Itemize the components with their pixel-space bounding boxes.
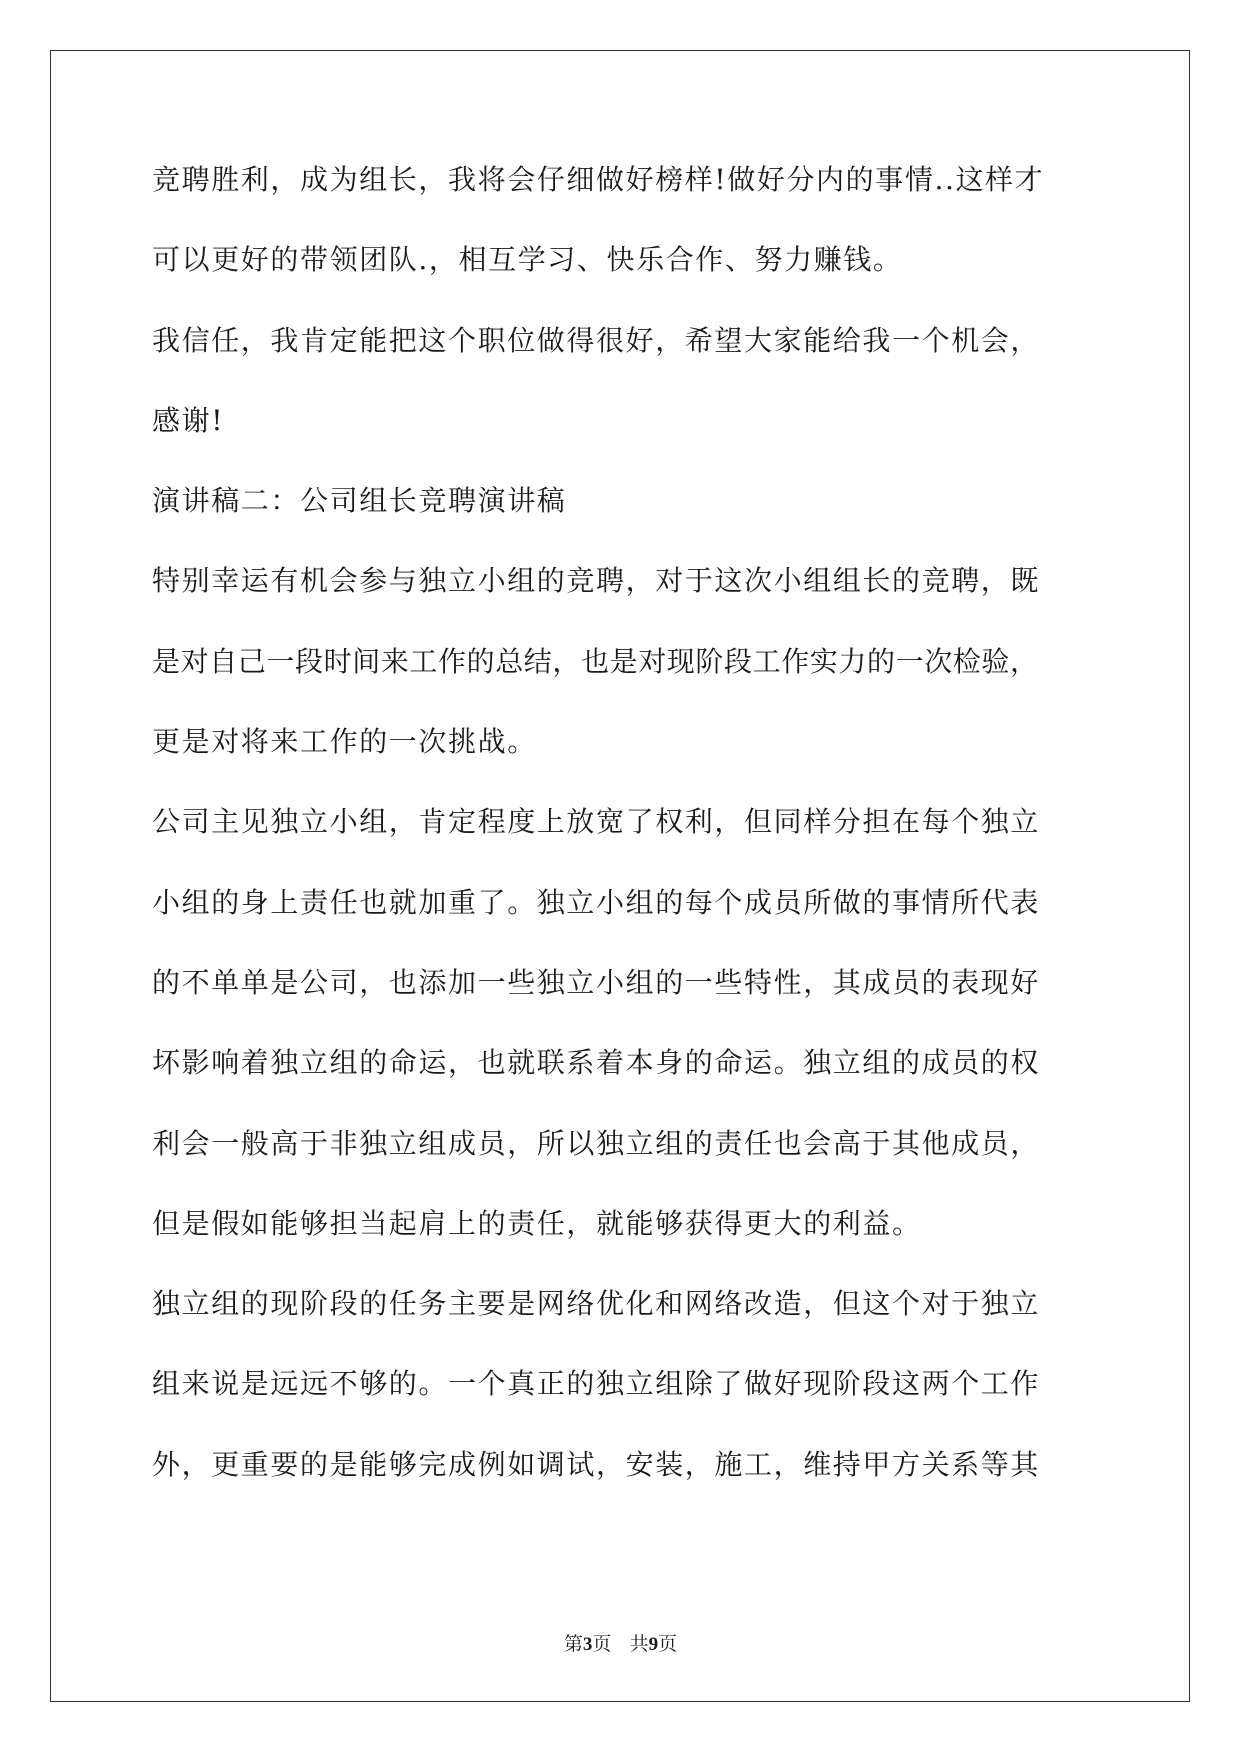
paragraph-line: 公司主见独立小组，肯定程度上放宽了权利，但同样分担在每个独立 <box>152 805 1041 839</box>
paragraph-line: 但是假如能够担当起肩上的责任，就能够获得更大的利益。 <box>152 1206 922 1240</box>
paragraph-line: 组来说是远远不够的。一个真正的独立组除了做好现阶段这两个工作 <box>152 1367 1041 1401</box>
paragraph-line: 小组的身上责任也就加重了。独立小组的每个成员所做的事情所代表 <box>152 885 1041 919</box>
paragraph-line: 我信任，我肯定能把这个职位做得很好，希望大家能给我一个机会， <box>152 323 1041 357</box>
page-label-suffix: 页 <box>592 1633 612 1655</box>
total-pages-number: 9 <box>648 1634 659 1655</box>
current-page-number: 3 <box>582 1634 593 1655</box>
paragraph-line: 感谢! <box>152 403 225 437</box>
paragraph-line: 是对自己一段时间来工作的总结，也是对现阶段工作实力的一次检验， <box>152 644 1039 678</box>
paragraph-line: 更是对将来工作的一次挑战。 <box>152 725 537 759</box>
paragraph-line: 坏影响着独立组的命运，也就联系着本身的命运。独立组的成员的权 <box>152 1046 1041 1080</box>
total-label-prefix: 共 <box>629 1633 649 1655</box>
paragraph-line: 独立组的现阶段的任务主要是网络优化和网络改造，但这个对于独立 <box>152 1287 1041 1321</box>
section-heading: 演讲稿二：公司组长竞聘演讲稿 <box>152 484 567 518</box>
page-footer <box>0 1632 1241 1657</box>
paragraph-line: 利会一般高于非独立组成员，所以独立组的责任也会高于其他成员， <box>152 1126 1041 1160</box>
paragraph-line: 的不单单是公司，也添加一些独立小组的一些特性，其成员的表现好 <box>152 965 1041 999</box>
paragraph-line: 可以更好的带领团队.，相互学习、快乐合作、努力赚钱。 <box>152 243 903 277</box>
page-label-prefix: 第 <box>563 1633 583 1655</box>
paragraph-line: 特别幸运有机会参与独立小组的竞聘，对于这次小组组长的竞聘，既 <box>152 564 1041 598</box>
paragraph-line: 外，更重要的是能够完成例如调试，安装，施工，维持甲方关系等其 <box>152 1447 1041 1481</box>
paragraph-line: 竞聘胜利，成为组长，我将会仔细做好榜样!做好分内的事情..这样才 <box>152 163 1045 196</box>
document-body <box>152 160 1097 1525</box>
total-label-suffix: 页 <box>658 1633 678 1655</box>
